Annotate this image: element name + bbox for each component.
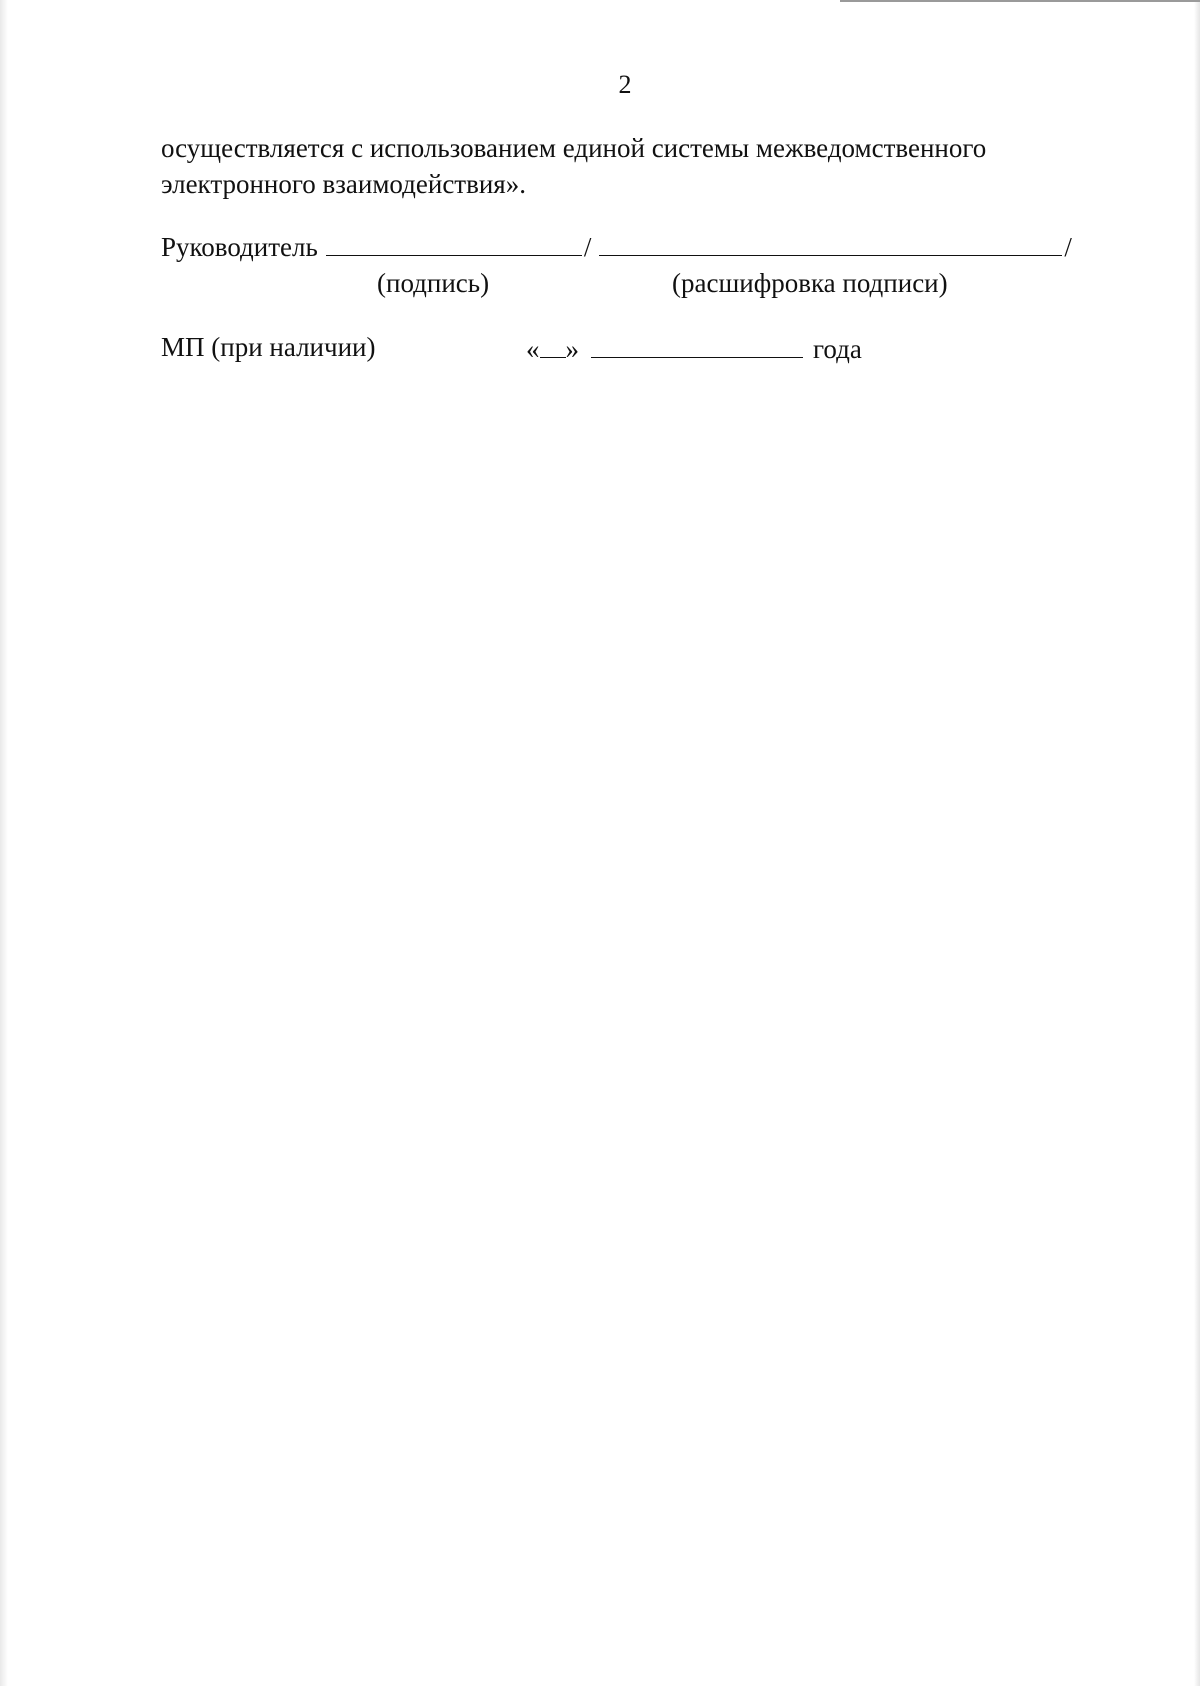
year-word: года [813, 334, 862, 364]
page-number: 2 [618, 70, 632, 99]
body-paragraph [161, 130, 1061, 202]
caption-name: (расшифровка подписи) [672, 268, 948, 298]
scan-edge-right [1194, 0, 1200, 1686]
signature-separator: / [583, 232, 592, 262]
caption-signature: (подпись) [377, 268, 490, 298]
body-line-2: электронного взаимодействия». [161, 169, 526, 199]
body-line-1: осуществляется с использованием единой системы межведомственного [161, 133, 987, 163]
date-row [526, 330, 862, 366]
scan-edge-top [840, 0, 1200, 2]
date-quote-close: » [565, 334, 579, 364]
signature-blank[interactable] [326, 228, 582, 256]
signature-label: Руководитель [161, 232, 318, 262]
signature-end-separator: / [1064, 232, 1072, 262]
scan-edge-left [0, 0, 8, 1686]
month-blank[interactable] [591, 330, 803, 358]
stamp-label: МП (при наличии) [161, 332, 376, 362]
signature-row [161, 228, 1072, 264]
day-blank[interactable] [540, 330, 566, 358]
name-blank[interactable] [599, 228, 1062, 256]
date-quote-open: « [526, 334, 540, 364]
